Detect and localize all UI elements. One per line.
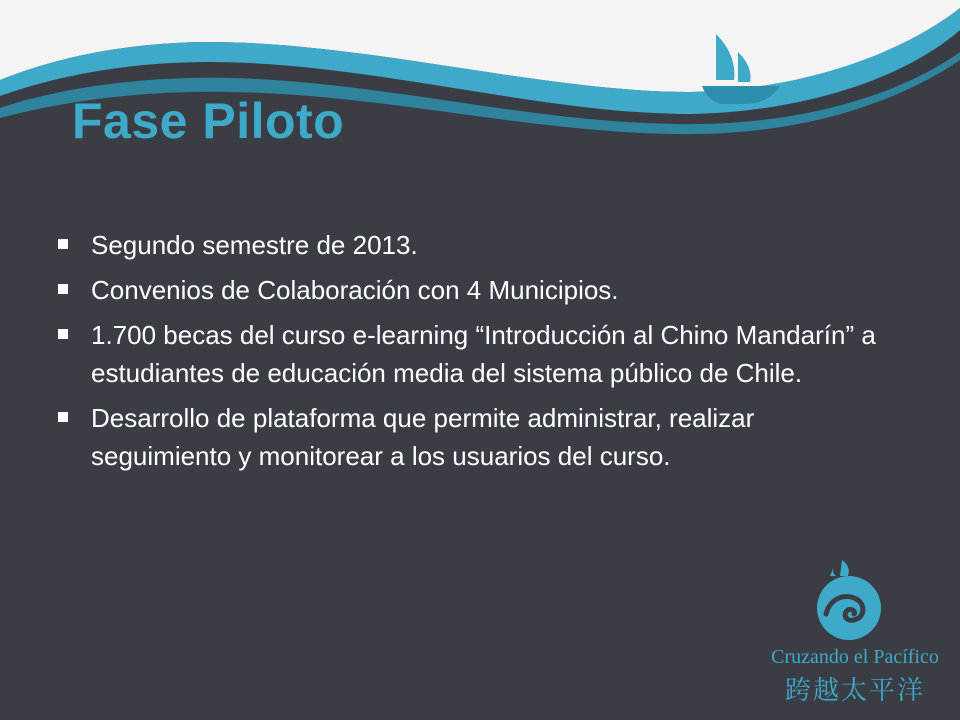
- bullet-item: [58, 226, 898, 264]
- slide-title: Fase Piloto: [72, 93, 345, 149]
- bullet-text: Desarrollo de plataforma que permite administrar, realizar seguimiento y monitorear a los usuarios del curso.: [91, 403, 755, 471]
- square-bullet-icon: [58, 329, 68, 339]
- bullet-text: Segundo semestre de 2013.: [91, 230, 418, 260]
- bullet-text: Convenios de Colaboración con 4 Municipios.: [91, 275, 619, 305]
- bullet-item: [58, 271, 898, 309]
- logo-chinese-name: 跨越太平洋: [784, 676, 925, 706]
- logo: [762, 556, 948, 706]
- square-bullet-icon: [58, 412, 68, 422]
- square-bullet-icon: [58, 239, 68, 249]
- bullet-text: 1.700 becas del curso e-learning “Introducción al Chino Mandarín” a estudiantes de educación media del sistema público de Chile.: [91, 320, 876, 388]
- bullet-item: [58, 316, 898, 392]
- bullet-item: [58, 399, 898, 475]
- wave-emblem-icon: [812, 556, 886, 642]
- square-bullet-icon: [58, 284, 68, 294]
- logo-name: Cruzando el Pacífico: [771, 646, 939, 668]
- bullet-list: [58, 226, 898, 482]
